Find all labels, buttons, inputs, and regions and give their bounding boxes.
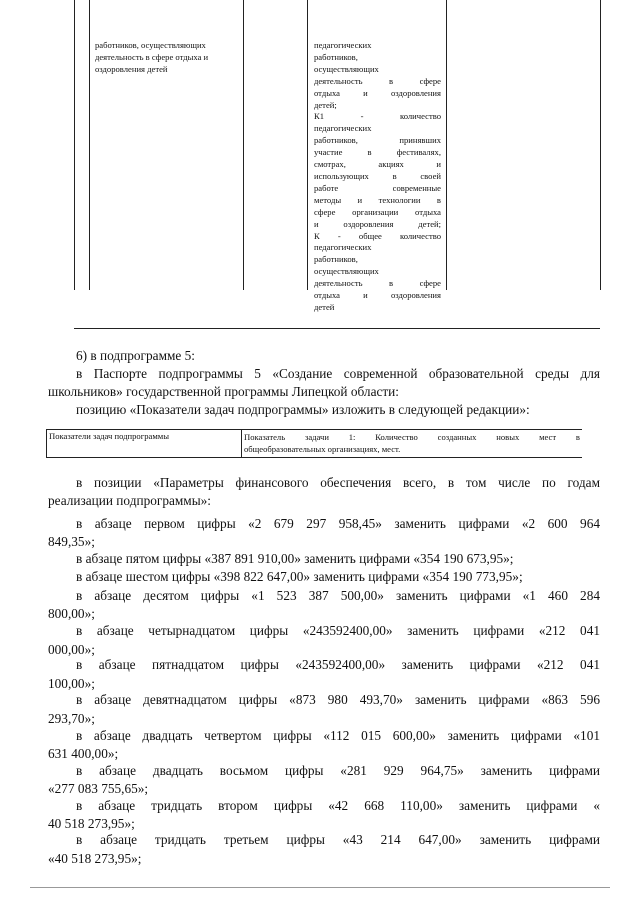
finance-item-6: в абзаце пятнадцатом цифры «243592400,00» заменить цифрами «212 041 <box>76 657 600 672</box>
cell-line: работников, осуществляющих <box>95 40 206 50</box>
finance-item-2: в абзаце пятом цифры «387 891 910,00» заменить цифрами «354 190 673,95»; <box>76 551 514 566</box>
cell-line: педагогических <box>314 242 372 253</box>
position-line: позицию «Показатели задач подпрограммы» изложить в следующей редакции»: <box>76 402 530 417</box>
table-bottom-border <box>74 328 600 329</box>
formula-description-cell <box>314 40 441 314</box>
cell-line: работников, принявших <box>314 135 441 146</box>
finance-item-5-cont: 000,00»; <box>48 642 95 657</box>
cell-line: педагогических <box>314 40 372 50</box>
finance-item-9: в абзаце двадцать восьмом цифры «281 929 964,75» заменить цифрами <box>76 763 600 778</box>
cell-line: методы и технологии в <box>314 194 441 205</box>
cell-line: участие в фестивалях, <box>314 147 441 158</box>
page-bottom-rule <box>30 887 610 888</box>
finance-intro-line-1: в позиции «Параметры финансового обеспечения всего, в том числе по годам <box>76 475 600 490</box>
cell-line: сфере организации отдыха <box>314 206 441 217</box>
passport-line-2: школьников» государственной программы Липецкой области: <box>48 384 399 399</box>
finance-item-11: в абзаце тридцать третьем цифры «43 214 647,00» заменить цифрами <box>76 832 600 847</box>
cell-line: работников, <box>314 254 358 265</box>
finance-item-7: в абзаце девятнадцатом цифры «873 980 493,70» заменить цифрами «863 596 <box>76 692 600 707</box>
cell-line: смотрах, акциях и <box>314 159 441 170</box>
cell-line: деятельность в сфере <box>314 75 441 86</box>
indicator-table-divider <box>241 430 242 457</box>
cell-line: оздоровления детей <box>95 63 168 74</box>
finance-item-8: в абзаце двадцать четвертом цифры «112 015 600,00» заменить цифрами «101 <box>76 728 600 743</box>
finance-item-10-cont: 40 518 273,95»; <box>48 816 135 831</box>
finance-item-1-cont: 849,35»; <box>48 534 95 549</box>
finance-item-8-cont: 631 400,00»; <box>48 746 119 761</box>
cell-line: К - общее количество <box>314 230 441 241</box>
cell-line: отдыха и оздоровления <box>314 290 441 301</box>
finance-item-1: в абзаце первом цифры «2 679 297 958,45» заменить цифрами «2 600 964 <box>76 516 600 531</box>
finance-item-5: в абзаце четырнадцатом цифры «243592400,00» заменить цифрами «212 041 <box>76 623 600 638</box>
table-border-right <box>600 0 601 290</box>
finance-item-11-cont: «40 518 273,95»; <box>48 851 142 866</box>
finance-item-7-cont: 293,70»; <box>48 711 95 726</box>
cell-line: деятельность в сфере отдыха и <box>95 51 209 62</box>
section-heading: 6) в подпрограмме 5: <box>76 348 195 363</box>
cell-line: осуществляющих <box>314 63 379 74</box>
table-divider-1 <box>89 0 90 290</box>
cell-line: использующих в своей <box>314 170 441 181</box>
cell-line: детей <box>314 301 335 312</box>
finance-item-4: в абзаце десятом цифры «1 523 387 500,00» заменить цифрами «1 460 284 <box>76 588 600 603</box>
cell-line: деятельность в сфере <box>314 278 441 289</box>
finance-intro-line-2: реализации подпрограммы»: <box>48 493 211 508</box>
passport-line-1: в Паспорте подпрограммы 5 «Создание современной образовательной среды для <box>76 366 600 381</box>
indicator-value-line-2: общеобразовательных организациях, мест. <box>244 444 401 454</box>
cell-line: педагогических <box>314 123 372 134</box>
table-divider-3 <box>307 0 308 290</box>
indicator-table-value <box>244 431 580 455</box>
table-divider-4 <box>446 0 447 290</box>
indicator-table-label: Показатели задач подпрограммы <box>49 431 169 441</box>
finance-item-3: в абзаце шестом цифры «398 822 647,00» заменить цифрами «354 190 773,95»; <box>76 569 523 584</box>
finance-item-6-cont: 100,00»; <box>48 676 95 691</box>
finance-item-10: в абзаце тридцать втором цифры «42 668 110,00» заменить цифрами « <box>76 798 600 813</box>
cell-line: детей; <box>314 99 337 110</box>
cell-line: работников, <box>314 51 358 62</box>
cell-line: работе современные <box>314 182 441 193</box>
indicator-value-line-1: Показатель задачи 1: Количество созданных новых мест в <box>244 432 580 442</box>
finance-item-4-cont: 800,00»; <box>48 606 95 621</box>
cell-line: осуществляющих <box>314 266 379 277</box>
finance-item-9-cont: «277 083 755,65»; <box>48 781 149 796</box>
cell-line: и оздоровления детей; <box>314 218 441 229</box>
cell-line: К1 - количество <box>314 111 441 122</box>
cell-line: отдыха и оздоровления <box>314 87 441 98</box>
indicator-name-cell <box>95 40 245 76</box>
table-border-left <box>74 0 75 290</box>
